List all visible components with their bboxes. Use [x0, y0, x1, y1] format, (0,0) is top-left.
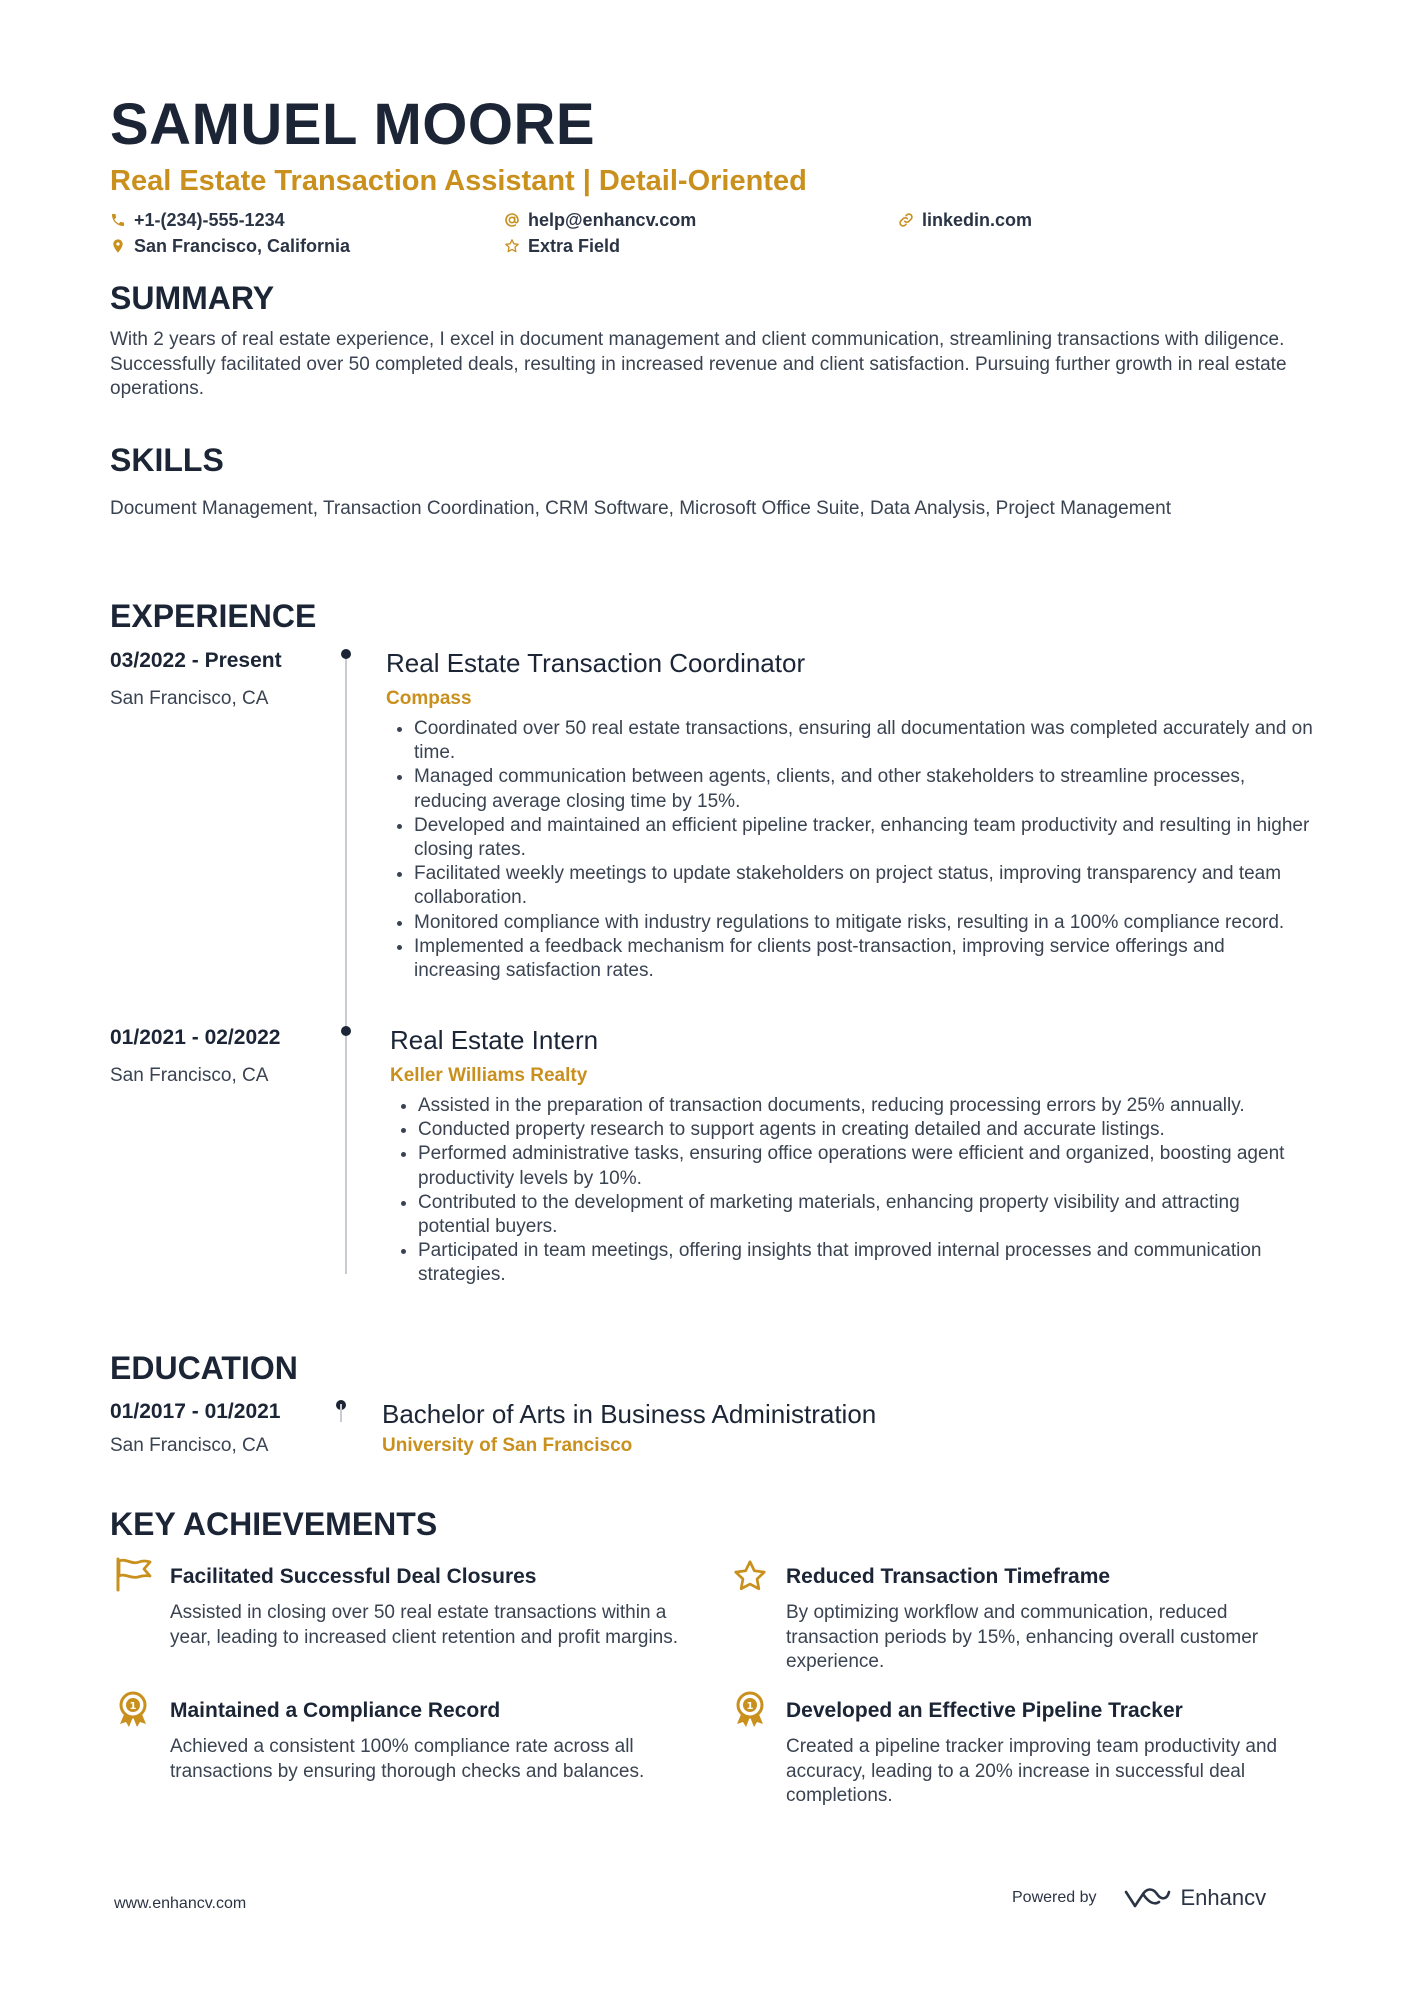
contact-location	[110, 236, 350, 257]
website-text: linkedin.com	[922, 209, 1033, 230]
bullet-item: • Coordinated over 50 real estate transactions, ensuring all documentation was completed accurately and on time.	[414, 717, 1316, 765]
achievement-title: Facilitated Successful Deal Closures	[170, 1565, 537, 1588]
enhancv-logo-icon	[1123, 1884, 1171, 1912]
phone-text: +1-(234)-555-1234	[134, 209, 285, 230]
education-degree: Bachelor of Arts in Business Administration	[382, 1399, 877, 1429]
bullet-item: • Managed communication between agents, clients, and other stakeholders to streamline processes, reducing average closing time by 15%.	[414, 765, 1316, 813]
at-icon	[504, 212, 520, 228]
summary-text: With 2 years of real estate experience, I excel in document management and client communication, streamlining transactions with diligence. Successfully facilitated over 50 completed deals, resulting in increased revenue and client satisfaction. Pursuing further growth in real estate operations.	[110, 329, 1287, 399]
timeline-dot	[341, 649, 351, 659]
education-title: EDUCATION	[110, 1350, 298, 1386]
powered-by-text: Powered by	[1012, 1889, 1097, 1906]
experience-section	[110, 600, 1310, 632]
job-role: Real Estate Transaction Coordinator	[386, 648, 806, 678]
candidate-headline: Real Estate Transaction Assistant | Detail-Oriented	[110, 165, 807, 197]
bullet-item: • Implemented a feedback mechanism for clients post-transaction, improving service offerings and increasing satisfaction rates.	[414, 935, 1316, 983]
achievement-title: Reduced Transaction Timeframe	[786, 1565, 1111, 1588]
location-pin-icon	[110, 238, 126, 254]
footer-website[interactable]: www.enhancv.com	[114, 1895, 247, 1912]
achievement-text: By optimizing workflow and communication, reduced transaction periods by 15%, enhancing overall customer experience.	[786, 1602, 1259, 1672]
award-icon	[115, 1690, 151, 1730]
education-section	[110, 1352, 1310, 1384]
experience-title: EXPERIENCE	[110, 598, 317, 634]
job-bullets	[390, 1094, 1290, 1288]
job-company: Keller Williams Realty	[390, 1065, 588, 1086]
star-icon	[504, 238, 520, 254]
job-bullets	[386, 717, 1316, 983]
contact-website[interactable]	[898, 210, 1032, 231]
job-company: Compass	[386, 688, 472, 709]
achievement-title: Maintained a Compliance Record	[170, 1699, 501, 1722]
experience-timeline	[345, 652, 347, 1274]
achievements-section	[110, 1508, 1310, 1540]
skills-section	[110, 444, 1310, 522]
contact-email[interactable]	[504, 210, 696, 231]
timeline-dot	[341, 1026, 351, 1036]
achievement-title: Developed an Effective Pipeline Tracker	[786, 1699, 1183, 1722]
candidate-name: SAMUEL MOORE	[110, 92, 596, 157]
svg-text:1: 1	[746, 1701, 754, 1712]
job-location: San Francisco, CA	[110, 1065, 269, 1086]
star-icon	[731, 1558, 769, 1594]
bullet-item: • Conducted property research to support agents in creating detailed and accurate listings.	[418, 1118, 1290, 1142]
email-text: help@enhancv.com	[528, 209, 697, 230]
flag-icon	[114, 1556, 154, 1592]
bullet-item: • Facilitated weekly meetings to update stakeholders on project status, improving transparency and team collaboration.	[414, 862, 1316, 910]
summary-title: SUMMARY	[110, 280, 275, 316]
contact-extra	[504, 236, 620, 257]
achievement-text: Created a pipeline tracker improving team productivity and accuracy, leading to a 20% increase in successful deal completions.	[786, 1736, 1278, 1806]
education-dates: 01/2017 - 01/2021	[110, 1400, 281, 1423]
job-location: San Francisco, CA	[110, 688, 269, 709]
resume-page	[110, 92, 1310, 262]
bullet-item: • Monitored compliance with industry regulations to mitigate risks, resulting in a 100% compliance record.	[414, 911, 1316, 935]
bullet-item: • Contributed to the development of marketing materials, enhancing property visibility and attracting potential buyers.	[418, 1191, 1290, 1239]
enhancv-brand-text: Enhancv	[1180, 1885, 1267, 1910]
education-school: University of San Francisco	[382, 1435, 633, 1456]
phone-icon	[110, 212, 126, 228]
job-dates: 01/2021 - 02/2022	[110, 1026, 281, 1049]
skills-text: Document Management, Transaction Coordination, CRM Software, Microsoft Office Suite, Data Analysis, Project Management	[110, 498, 1171, 519]
bullet-item: • Developed and maintained an efficient pipeline tracker, enhancing team productivity and resulting in higher closing rates.	[414, 814, 1316, 862]
link-icon	[898, 212, 914, 228]
summary-section	[110, 282, 1310, 402]
bullet-item: • Participated in team meetings, offering insights that improved internal processes and communication strategies.	[418, 1239, 1290, 1287]
achievement-text: Assisted in closing over 50 real estate transactions within a year, leading to increased client retention and profit margins.	[170, 1602, 679, 1648]
job-dates: 03/2022 - Present	[110, 649, 282, 672]
footer-branding[interactable]	[1012, 1884, 1266, 1912]
bullet-item: • Performed administrative tasks, ensuring office operations were efficient and organized, boosting agent productivity levels by 10%.	[418, 1142, 1290, 1190]
achievements-title: KEY ACHIEVEMENTS	[110, 1506, 438, 1542]
location-text: San Francisco, California	[134, 235, 351, 256]
contact-phone[interactable]	[110, 210, 285, 231]
extra-field-text: Extra Field	[528, 235, 621, 256]
bullet-item: • Assisted in the preparation of transaction documents, reducing processing errors by 25% annually.	[418, 1094, 1290, 1118]
job-role: Real Estate Intern	[390, 1025, 599, 1055]
achievement-text: Achieved a consistent 100% compliance rate across all transactions by ensuring thorough checks and balances.	[170, 1736, 645, 1782]
education-location: San Francisco, CA	[110, 1435, 269, 1456]
contact-info	[110, 204, 1310, 262]
education-timeline	[340, 1404, 342, 1422]
svg-text:1: 1	[129, 1701, 137, 1712]
award-icon	[732, 1690, 768, 1730]
skills-title: SKILLS	[110, 442, 224, 478]
